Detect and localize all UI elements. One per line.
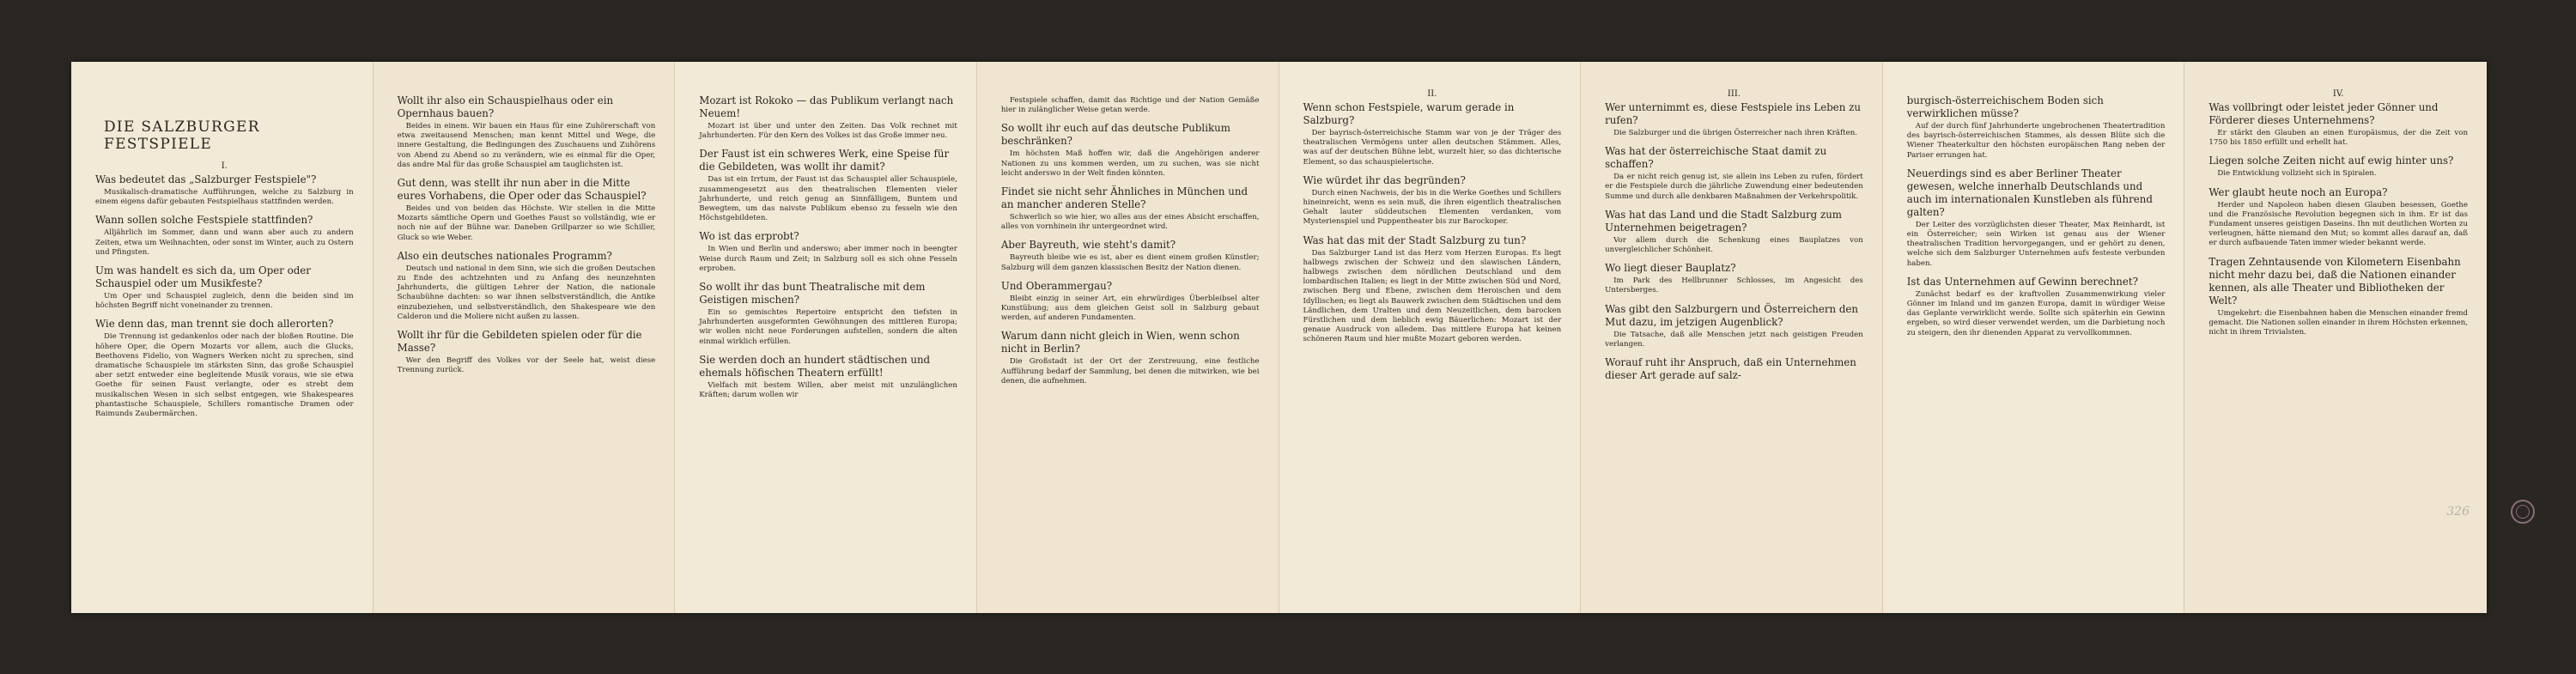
answer: Die Salzburger und die übrigen Österreicher nach ihren Kräften. [1613,129,1857,137]
question: Neuerdings sind es aber Berliner Theater gewesen, welche innerhalb Deutschlands und auch im internationalen Kunstleben als führend galten? [1906,167,2153,218]
question: burgisch-österreichischem Boden sich verwirklichen müsse? [1906,94,2104,119]
answer: Die Trennung ist gedankenlos oder nach der bloßen Routine. Die höhere Oper, die Opern Mozarts vor allem, auch die Glucks, Beethovens Fidelio, von Wagners Werken nicht zu sprechen, sind dramatische Schauspiele im stärksten Sinn, das große Schauspiel aber setzt entweder eine begleitende Musik voraus, wie sie etwa Goethe für seinen Faust verlangte, oder es strebt dem musikalischen Wesen in sich selbst entgegen, wie Shakespeares phantastische Schauspiele, Schillers romantische Dramen oder Raimunds Zaubermärchen. [95,332,354,419]
answer: Das ist ein Irrtum, der Faust ist das Schauspiel aller Schauspiele, zusammengesetzt aus den theatralischen Elementen vieler Jahrhunderte, und reich genug an Sinnfälligem, Buntem und Bewegtem, um das naivste Publikum ebenso zu fesseln wie den Höchstgebildeten. [699,175,957,223]
question: Wer glaubt heute noch an Europa? [2208,185,2388,198]
answer: Er stärkt den Glauben an einen Europäismus, der die Zeit von 1750 bis 1850 erfüllt und erhellt hat. [2208,129,2468,148]
question: Wo liegt dieser Bauplatz? [1605,262,1736,275]
answer: Die Großstadt ist der Ort der Zerstreuung, eine festliche Aufführung bedarf der Sammlung, bei denen die mitwirken, wie bei denen, die aufnehmen. [1000,357,1260,386]
question: Was hat das Land und die Stadt Salzburg zum Unternehmen beigetragen? [1605,208,1842,234]
question: So wollt ihr das bunt Theatralische mit dem Geistigen mischen? [699,281,926,307]
question: Was vollbringt oder leistet jeder Gönner und Förderer dieses Unternehmens? [2208,101,2439,126]
section-numeral: III. [1727,89,1741,99]
answer: Im Park des Hellbrunner Schlosses, im Angesicht des Untersberges. [1605,276,1863,295]
question: Wer unternimmt es, diese Festspiele ins Leben zu rufen? [1605,101,1861,126]
panel-4 [977,62,1279,613]
question: Mozart ist Rokoko — das Publikum verlangt nach Neuem! [699,94,954,119]
section-numeral: IV. [2332,89,2344,99]
question: So wollt ihr euch auf das deutsche Publikum beschränken? [1000,122,1230,148]
question: Wie würdet ihr das begründen? [1303,173,1466,186]
document-title: DIE SALZBURGER FESTSPIELE [104,118,260,153]
answer: Zunächst bedarf es der kraftvollen Zusammenwirkung vieler Gönner im Inland und im ganzen Europa, damit in würdiger Weise das Geplante verwirklicht werde. Sollte sich späterhin ein Gewinn ergeben, so wird dieser verwendet werden, um die Darbietung noch zu steigern, den ihr dienenden Apparat zu vervollkommnen. [1906,289,2166,337]
question: Tragen Zehntausende von Kilometern Eisenbahn nicht mehr dazu bei, daß die Nationen einander kennen, als alle Theater und Bibliotheken der Welt? [2208,255,2461,307]
answer: Schwerlich so wie hier, wo alles aus der eines Absicht erschaffen, alles von vornhinein ihr untergeordnet wird. [1000,213,1260,232]
panel-7 [1883,62,2185,613]
question: Wann sollen solche Festspiele stattfinden? [95,214,313,227]
panel-3 [675,62,977,613]
library-seal-icon [2511,500,2535,524]
answer: Festspiele schaffen, damit das Richtige und der Nation Gemäße hier in zulänglicher Weise getan werde. [1000,96,1260,115]
answer: Herder und Napoleon haben diesen Glauben besessen, Goethe und die Französische Revolution begegnen sich in ihm. Er ist das Fundament unseres geistigen Daseins. Ihn mit deutlichen Worten zu verleugnen, hätte niemand den Mut; so kommt alles darauf an, daß er durch aufbauende Taten immer wieder bekannt werde. [2208,200,2468,248]
panel-5 [1279,62,1582,613]
answer: Ein so gemischtes Repertoire entspricht den tiefsten in Jahrhunderten ausgeformten Gewöhnungen des mittleren Europa; wir wollen nicht neue Forderungen aufstellen, sondern die alten einmal wirklich erfüllen. [699,308,957,346]
answer: Um Oper und Schauspiel zugleich, denn die beiden sind im höchsten Begriff nicht voneinander zu trennen. [95,292,354,311]
answer: Die Tatsache, daß alle Menschen jetzt nach geistigen Freuden verlangen. [1605,330,1863,349]
answer: Die Entwicklung vollzieht sich in Spiralen. [2217,169,2377,179]
answer: Im höchsten Maß hoffen wir, daß die Angehörigen anderer Nationen zu uns kommen werden, um zu suchen, was sie nicht leicht anderswo in der Welt finden könnten. [1000,149,1260,178]
answer: Alljährlich im Sommer, dann und wann aber auch zu andern Zeiten, etwa um Weihnachten, oder sonst im Winter, auch zu Ostern und Pfingsten. [95,228,354,257]
panel-1 [71,62,374,613]
answer: Vor allem durch die Schenkung eines Bauplatzes von unvergleichlicher Schönheit. [1605,235,1863,255]
question: Warum dann nicht gleich in Wien, wenn schon nicht in Berlin? [1000,330,1240,355]
answer: Beides in einem. Wir bauen ein Haus für eine Zuhörerschaft von etwa zweitausend Menschen; man kennt Mittel und Wege, die innere Gestaltung, die Bedingungen des Zuschauens und Zuhörens von Abend zu Abend so zu verändern, wie es einmal für die Oper, das andre Mal für das große Schauspiel am tauglichsten ist. [397,122,656,169]
answer: Mozart ist über und unter den Zeiten. Das Volk rechnet mit Jahrhunderten. Für den Kern des Volkes ist das Große immer neu. [699,122,957,141]
question: Was hat das mit der Stadt Salzburg zu tun? [1303,234,1527,246]
question: Ist das Unternehmen auf Gewinn berechnet? [1906,275,2138,288]
panel-6 [1581,62,1883,613]
question: Also ein deutsches nationales Programm? [397,249,612,262]
question: Gut denn, was stellt ihr nun aber in die Mitte eures Vorhabens, die Oper oder das Schauspiel? [397,177,647,203]
question: Worauf ruht ihr Anspruch, daß ein Unternehmen dieser Art gerade auf salz- [1605,356,1856,382]
answer: Wer den Begriff des Volkes vor der Seele hat, weist diese Trennung zurück. [397,356,656,375]
question: Liegen solche Zeiten nicht auf ewig hinter uns? [2208,155,2454,167]
question: Was bedeutet das „Salzburger Festspiele"? [95,173,317,185]
answer: Bleibt einzig in seiner Art, ein ehrwürdiges Überbleibsel alter Kunstübung; aus dem gleichen Geist soll in Salzburg gebaut werden, auf anderen Fundamenten. [1000,294,1260,323]
section-numeral: II. [1427,89,1437,99]
question: Findet sie nicht sehr Ähnliches in München und an mancher anderen Stelle? [1000,185,1249,211]
question: Aber Bayreuth, wie steht's damit? [1000,239,1176,252]
question: Wo ist das erprobt? [699,230,799,243]
question: Wollt ihr also ein Schauspielhaus oder ein Opernhaus bauen? [397,94,614,119]
answer: Bayreuth bleibe wie es ist, aber es dient einem großen Künstler; Salzburg will dem ganzen klassischen Besitz der Nation dienen. [1000,253,1260,272]
question: Wie denn das, man trennt sie doch allerorten? [95,318,334,331]
answer: Beides und von beiden das Höchste. Wir stellen in die Mitte Mozarts sämtliche Opern und Goethes Faust so vollständig, wie er noch nie auf der Bühne war. Daneben Grillparzer so wie Schiller, Gluck so wie Weber. [397,204,656,242]
answer: Das Salzburger Land ist das Herz vom Herzen Europas. Es liegt halbwegs zwischen der Schweiz und den slawischen Ländern, halbwegs zwischen dem nördlichen Deutschland und dem lombardischen Italien; es liegt in der Mitte zwischen Süd und Nord, zwischen Berg und Ebene, zwischen dem Heroischen und dem Idyllischen; es liegt als Bauwerk zwischen dem Städtischen und dem Ländlichen, dem Uralten und dem Neuzeitlichen, dem barocken Fürstlichen und dem lieblich ewig Bäuerlichen: Mozart ist der genaue Ausdruck von alledem. Das mittlere Europa hat keinen schöneren Raum und hier mußte Mozart geboren werden. [1303,248,1562,344]
pamphlet-sheet [71,62,2487,613]
question: Was hat der österreichische Staat damit zu schaffen? [1605,145,1827,171]
question: Wollt ihr für die Gebildeten spielen oder für die Masse? [397,329,642,355]
answer: Deutsch und national in dem Sinn, wie sich die großen Deutschen zu Ende des achtzehnten und zu Anfang des neunzehnten Jahrhunderts, die gültigen Lehrer der Nation, die nationale Schaubühne dachten: so war ihnen selbstverständlich, die Antike einzubeziehen, und selbstverständlich, den Shakespeare wie den Calderon und die Moliere nicht außen zu lassen. [397,264,656,321]
section-numeral: I. [221,161,228,171]
answer: Der Leiter des vorzüglichsten dieser Theater, Max Reinhardt, ist ein Österreicher; sein Wirken ist genau aus der Wiener theatralischen Tradition hervorgegangen, und er gehört zu denen, welche sich dem Salzburger Unternehmen aufs festeste verbunden haben. [1906,220,2166,268]
question: Um was handelt es sich da, um Oper oder Schauspiel oder um Musikfeste? [95,264,311,290]
answer: Musikalisch-dramatische Aufführungen, welche zu Salzburg in einem eigens dafür gebauten Festspielhaus stattfinden werden. [95,188,354,207]
question: Wenn schon Festspiele, warum gerade in Salzburg? [1303,101,1515,126]
stamps [2446,500,2535,524]
answer: Da er nicht reich genug ist, sie allein ins Leben zu rufen, fördert er die Festspiele durch die jährliche Zuwendung einer bedeutenden Summe und durch alle denkbaren Maßnahmen der Verkehrspolitik. [1605,173,1863,201]
answer: Durch einen Nachweis, der bis in die Werke Goethes und Schillers hineinreicht, wenn es sein muß, die ihren eigentlich theatralischen Gehalt lauter süddeutschen Elementen verdanken, vom Mysterienspiel und Puppentheater bis zur Barockoper. [1303,188,1562,227]
panel-8 [2184,62,2487,613]
answer: In Wien und Berlin und anderswo; aber immer noch in beengter Weise durch Raum und Zeit; in Salzburg soll es sich ohne Fesseln erproben. [699,245,957,273]
question: Und Oberammergau? [1000,279,1113,292]
answer: Auf der durch fünf Jahrhunderte ungebrochenen Theatertradition des bayrisch-österreichischen Stammes, als dessen Blüte sich die Wiener Theaterkultur den höchsten europäischen Rang neben der Pariser errungen hat. [1906,122,2166,160]
pencil-note: 326 [2446,505,2470,519]
panel-2 [374,62,676,613]
question: Der Faust ist ein schweres Werk, eine Speise für die Gebildeten, was wollt ihr damit? [699,148,950,173]
question: Was gibt den Salzburgern und Österreichern den Mut dazu, im jetzigen Augenblick? [1605,302,1859,328]
answer: Umgekehrt: die Eisenbahnen haben die Menschen einander fremd gemacht. Die Nationen sollen einander in ihrem Höchsten erkennen, nicht in ihrem Trivialsten. [2208,308,2468,337]
question: Sie werden doch an hundert städtischen und ehemals höfischen Theatern erfüllt! [699,353,931,379]
answer: Vielfach mit bestem Willen, aber meist mit unzulänglichen Kräften; darum wollen wir [699,380,957,400]
answer: Der bayrisch-österreichische Stamm war von je der Träger des theatralischen Vermögens unter allen deutschen Stämmen. Alles, was auf der deutschen Bühne lebt, wurzelt hier, so das dichterische Element, so das schauspielerische. [1303,129,1562,167]
